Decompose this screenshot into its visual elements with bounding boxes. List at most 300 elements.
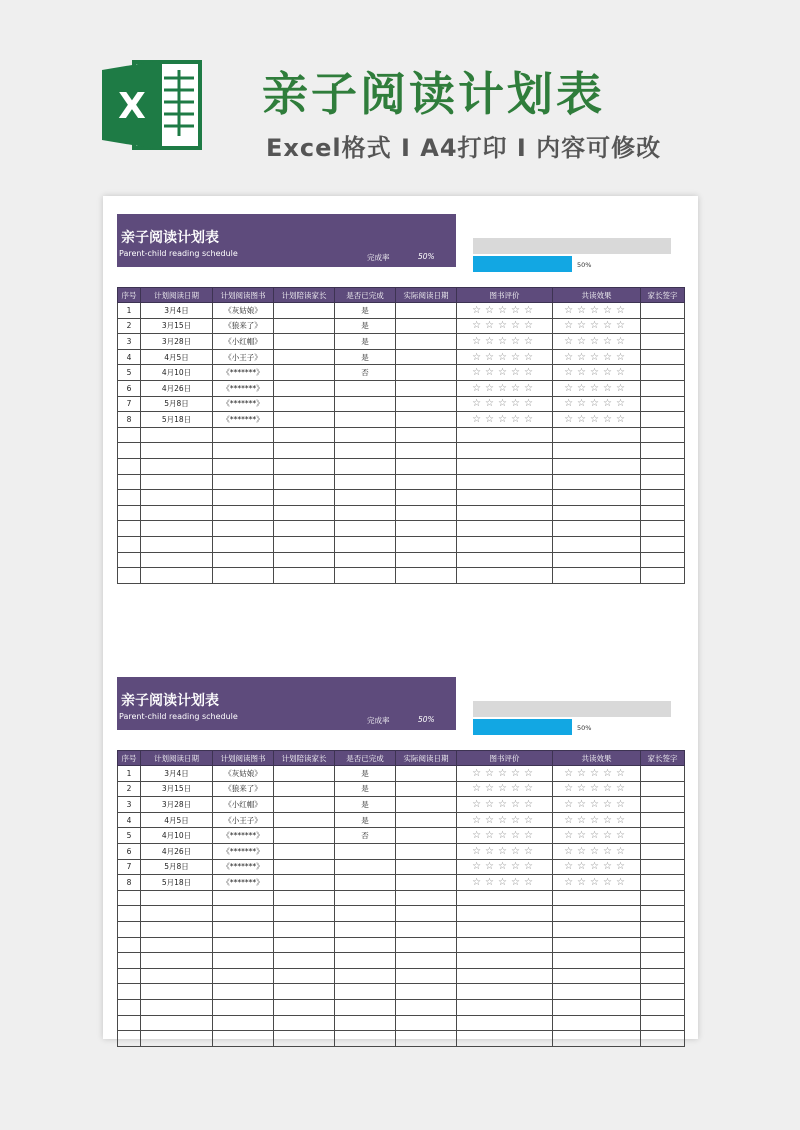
sheet-subtitle: Parent-child reading schedule xyxy=(119,249,238,258)
rating-cell xyxy=(457,766,553,782)
done-cell: 是 xyxy=(335,334,396,350)
progress-track xyxy=(473,238,671,254)
table-row xyxy=(118,380,685,396)
col-rating-cell xyxy=(457,552,553,568)
document-page xyxy=(103,196,698,1039)
star-rating-icon[interactable]: ☆☆☆☆☆ xyxy=(472,335,537,347)
plan-book-cell: 《小红帽》 xyxy=(213,334,274,350)
col-signature-cell xyxy=(641,1031,685,1047)
signature-cell xyxy=(641,766,685,782)
row-number: 7 xyxy=(118,396,141,412)
row-number: 6 xyxy=(118,843,141,859)
completion-value: 50% xyxy=(418,252,435,261)
star-rating-icon[interactable]: ☆☆☆☆☆ xyxy=(472,304,537,316)
rating-cell xyxy=(457,365,553,381)
col-plan-book-cell xyxy=(213,984,274,1000)
star-rating-icon[interactable]: ☆☆☆☆☆ xyxy=(472,798,537,810)
empty-row xyxy=(118,937,685,953)
page-title: 亲子阅读计划表 xyxy=(262,67,605,121)
star-rating-icon[interactable]: ☆☆☆☆☆ xyxy=(564,335,629,347)
col-plan-date-cell xyxy=(141,568,213,584)
col-plan-book-header: 计划阅读图书 xyxy=(213,751,274,766)
plan-book-cell: 《*******》 xyxy=(213,859,274,875)
done-cell xyxy=(335,875,396,891)
col-signature-header: 家长签字 xyxy=(641,751,685,766)
table-row xyxy=(118,859,685,875)
col-signature-cell xyxy=(641,937,685,953)
plan-date-cell: 3月4日 xyxy=(141,303,213,319)
plan-book-cell: 《*******》 xyxy=(213,875,274,891)
row-number: 2 xyxy=(118,781,141,797)
star-rating-icon[interactable]: ☆☆☆☆☆ xyxy=(472,845,537,857)
col-signature-cell xyxy=(641,474,685,490)
signature-cell xyxy=(641,812,685,828)
parent-cell xyxy=(274,412,335,428)
rating-cell xyxy=(457,812,553,828)
col-plan-book-cell xyxy=(213,921,274,937)
reading-plan-table xyxy=(117,750,685,1047)
col-no-cell xyxy=(118,1015,141,1031)
col-parent-cell xyxy=(274,505,335,521)
plan-book-cell: 《灰姑娘》 xyxy=(213,303,274,319)
row-number: 1 xyxy=(118,766,141,782)
done-cell: 是 xyxy=(335,303,396,319)
row-number: 5 xyxy=(118,365,141,381)
col-actual-date-cell xyxy=(396,427,457,443)
page-header xyxy=(0,0,800,195)
row-number: 7 xyxy=(118,859,141,875)
star-rating-icon[interactable]: ☆☆☆☆☆ xyxy=(564,830,629,842)
empty-row xyxy=(118,474,685,490)
col-actual-date-cell xyxy=(396,552,457,568)
col-plan-book-cell xyxy=(213,937,274,953)
col-effect-cell xyxy=(553,953,641,969)
table-row xyxy=(118,334,685,350)
col-plan-book-cell xyxy=(213,999,274,1015)
row-number: 2 xyxy=(118,318,141,334)
plan-date-cell: 3月4日 xyxy=(141,766,213,782)
col-signature-cell xyxy=(641,552,685,568)
col-effect-cell xyxy=(553,984,641,1000)
col-effect-cell xyxy=(553,921,641,937)
col-parent-cell xyxy=(274,953,335,969)
table-row xyxy=(118,303,685,319)
col-parent-header: 计划陪读家长 xyxy=(274,288,335,303)
col-plan-book-cell xyxy=(213,474,274,490)
effect-cell xyxy=(553,334,641,350)
parent-cell xyxy=(274,396,335,412)
actual-date-cell xyxy=(396,412,457,428)
star-rating-icon[interactable]: ☆☆☆☆☆ xyxy=(472,398,537,410)
star-rating-icon[interactable]: ☆☆☆☆☆ xyxy=(472,382,537,394)
col-no-cell xyxy=(118,953,141,969)
star-rating-icon[interactable]: ☆☆☆☆☆ xyxy=(564,398,629,410)
progress-fill xyxy=(473,256,572,272)
row-number: 4 xyxy=(118,349,141,365)
rating-cell xyxy=(457,828,553,844)
col-plan-date-cell xyxy=(141,1015,213,1031)
col-actual-date-cell xyxy=(396,536,457,552)
col-actual-date-cell xyxy=(396,968,457,984)
col-done-cell xyxy=(335,552,396,568)
col-parent-cell xyxy=(274,921,335,937)
col-no-cell xyxy=(118,921,141,937)
star-rating-icon[interactable]: ☆☆☆☆☆ xyxy=(472,351,537,363)
col-rating-cell xyxy=(457,536,553,552)
signature-cell xyxy=(641,828,685,844)
col-done-cell xyxy=(335,968,396,984)
col-plan-book-cell xyxy=(213,1015,274,1031)
actual-date-cell xyxy=(396,349,457,365)
signature-cell xyxy=(641,380,685,396)
col-plan-book-header: 计划阅读图书 xyxy=(213,288,274,303)
col-signature-cell xyxy=(641,1015,685,1031)
actual-date-cell xyxy=(396,781,457,797)
col-parent-cell xyxy=(274,521,335,537)
actual-date-cell xyxy=(396,797,457,813)
done-cell xyxy=(335,859,396,875)
plan-date-cell: 4月26日 xyxy=(141,843,213,859)
empty-row xyxy=(118,505,685,521)
parent-cell xyxy=(274,766,335,782)
col-plan-date-cell xyxy=(141,458,213,474)
signature-cell xyxy=(641,334,685,350)
star-rating-icon[interactable]: ☆☆☆☆☆ xyxy=(564,876,629,888)
col-plan-book-cell xyxy=(213,427,274,443)
col-parent-cell xyxy=(274,968,335,984)
empty-row xyxy=(118,490,685,506)
table-row xyxy=(118,365,685,381)
plan-book-cell: 《狼来了》 xyxy=(213,781,274,797)
plan-book-cell: 《狼来了》 xyxy=(213,318,274,334)
col-parent-cell xyxy=(274,568,335,584)
empty-row xyxy=(118,968,685,984)
col-plan-book-cell xyxy=(213,1031,274,1047)
col-rating-cell xyxy=(457,474,553,490)
plan-date-cell: 3月28日 xyxy=(141,797,213,813)
star-rating-icon[interactable]: ☆☆☆☆☆ xyxy=(472,413,537,425)
done-cell xyxy=(335,412,396,428)
col-plan-date-cell xyxy=(141,953,213,969)
col-effect-cell xyxy=(553,443,641,459)
col-no-header: 序号 xyxy=(118,288,141,303)
effect-cell xyxy=(553,396,641,412)
effect-cell xyxy=(553,812,641,828)
plan-date-cell: 5月18日 xyxy=(141,412,213,428)
col-effect-cell xyxy=(553,1015,641,1031)
col-plan-book-cell xyxy=(213,890,274,906)
plan-date-cell: 5月8日 xyxy=(141,396,213,412)
col-actual-date-cell xyxy=(396,443,457,459)
col-plan-book-cell xyxy=(213,458,274,474)
table-row xyxy=(118,812,685,828)
actual-date-cell xyxy=(396,334,457,350)
effect-cell xyxy=(553,318,641,334)
parent-cell xyxy=(274,781,335,797)
col-rating-cell xyxy=(457,505,553,521)
col-rating-cell xyxy=(457,458,553,474)
parent-cell xyxy=(274,365,335,381)
col-actual-date-cell xyxy=(396,953,457,969)
signature-cell xyxy=(641,303,685,319)
col-plan-date-header: 计划阅读日期 xyxy=(141,288,213,303)
signature-cell xyxy=(641,396,685,412)
col-rating-cell xyxy=(457,490,553,506)
col-plan-date-cell xyxy=(141,427,213,443)
done-cell: 否 xyxy=(335,365,396,381)
actual-date-cell xyxy=(396,365,457,381)
col-plan-date-cell xyxy=(141,552,213,568)
plan-date-cell: 3月28日 xyxy=(141,334,213,350)
actual-date-cell xyxy=(396,380,457,396)
star-rating-icon[interactable]: ☆☆☆☆☆ xyxy=(564,845,629,857)
col-plan-date-cell xyxy=(141,1031,213,1047)
sheet-banner xyxy=(117,677,456,730)
col-signature-cell xyxy=(641,443,685,459)
plan-date-cell: 4月5日 xyxy=(141,349,213,365)
parent-cell xyxy=(274,875,335,891)
done-cell: 是 xyxy=(335,797,396,813)
col-plan-date-cell xyxy=(141,536,213,552)
done-cell: 是 xyxy=(335,318,396,334)
effect-cell xyxy=(553,828,641,844)
col-parent-cell xyxy=(274,474,335,490)
table-row xyxy=(118,318,685,334)
col-no-cell xyxy=(118,458,141,474)
col-rating-cell xyxy=(457,1031,553,1047)
star-rating-icon[interactable]: ☆☆☆☆☆ xyxy=(472,830,537,842)
rating-cell xyxy=(457,781,553,797)
col-plan-book-cell xyxy=(213,536,274,552)
col-actual-date-cell xyxy=(396,1031,457,1047)
done-cell xyxy=(335,843,396,859)
col-effect-cell xyxy=(553,568,641,584)
col-parent-cell xyxy=(274,458,335,474)
col-done-cell xyxy=(335,443,396,459)
table-row xyxy=(118,349,685,365)
rating-cell xyxy=(457,303,553,319)
sheet-banner xyxy=(117,214,456,267)
row-number: 4 xyxy=(118,812,141,828)
col-actual-date-cell xyxy=(396,984,457,1000)
col-actual-date-header: 实际阅读日期 xyxy=(396,751,457,766)
col-effect-cell xyxy=(553,536,641,552)
col-parent-cell xyxy=(274,984,335,1000)
parent-cell xyxy=(274,303,335,319)
star-rating-icon[interactable]: ☆☆☆☆☆ xyxy=(564,798,629,810)
col-no-cell xyxy=(118,474,141,490)
empty-row xyxy=(118,568,685,584)
logo-letter: X xyxy=(118,86,146,127)
col-rating-header: 图书评价 xyxy=(457,751,553,766)
col-signature-cell xyxy=(641,490,685,506)
col-done-header: 是否已完成 xyxy=(335,751,396,766)
progress-track xyxy=(473,701,671,717)
rating-cell xyxy=(457,334,553,350)
table-row xyxy=(118,875,685,891)
table-row xyxy=(118,781,685,797)
star-rating-icon[interactable]: ☆☆☆☆☆ xyxy=(564,767,629,779)
col-effect-cell xyxy=(553,890,641,906)
signature-cell xyxy=(641,781,685,797)
col-effect-cell xyxy=(553,521,641,537)
table-row xyxy=(118,797,685,813)
col-parent-cell xyxy=(274,552,335,568)
star-rating-icon[interactable]: ☆☆☆☆☆ xyxy=(472,876,537,888)
col-rating-cell xyxy=(457,921,553,937)
star-rating-icon[interactable]: ☆☆☆☆☆ xyxy=(472,320,537,332)
col-actual-date-cell xyxy=(396,490,457,506)
star-rating-icon[interactable]: ☆☆☆☆☆ xyxy=(564,382,629,394)
star-rating-icon[interactable]: ☆☆☆☆☆ xyxy=(472,861,537,873)
col-plan-book-cell xyxy=(213,521,274,537)
col-rating-cell xyxy=(457,427,553,443)
col-signature-cell xyxy=(641,568,685,584)
col-actual-date-cell xyxy=(396,474,457,490)
col-no-cell xyxy=(118,568,141,584)
plan-book-cell: 《*******》 xyxy=(213,380,274,396)
effect-cell xyxy=(553,766,641,782)
actual-date-cell xyxy=(396,875,457,891)
col-effect-cell xyxy=(553,906,641,922)
table-row xyxy=(118,412,685,428)
effect-cell xyxy=(553,303,641,319)
actual-date-cell xyxy=(396,812,457,828)
row-number: 3 xyxy=(118,797,141,813)
col-signature-cell xyxy=(641,968,685,984)
col-plan-date-cell xyxy=(141,443,213,459)
star-rating-icon[interactable]: ☆☆☆☆☆ xyxy=(564,814,629,826)
plan-date-cell: 4月10日 xyxy=(141,828,213,844)
done-cell: 是 xyxy=(335,812,396,828)
row-number: 8 xyxy=(118,875,141,891)
parent-cell xyxy=(274,334,335,350)
rating-cell xyxy=(457,797,553,813)
col-signature-cell xyxy=(641,890,685,906)
col-effect-cell xyxy=(553,1031,641,1047)
progress-text: 50% xyxy=(577,261,592,269)
col-no-cell xyxy=(118,890,141,906)
col-done-cell xyxy=(335,427,396,443)
star-rating-icon[interactable]: ☆☆☆☆☆ xyxy=(472,767,537,779)
col-rating-cell xyxy=(457,1015,553,1031)
col-actual-date-cell xyxy=(396,1015,457,1031)
effect-cell xyxy=(553,797,641,813)
col-plan-date-header: 计划阅读日期 xyxy=(141,751,213,766)
col-parent-header: 计划陪读家长 xyxy=(274,751,335,766)
star-rating-icon[interactable]: ☆☆☆☆☆ xyxy=(564,783,629,795)
col-plan-book-cell xyxy=(213,552,274,568)
col-rating-cell xyxy=(457,953,553,969)
signature-cell xyxy=(641,318,685,334)
row-number: 3 xyxy=(118,334,141,350)
plan-book-cell: 《小王子》 xyxy=(213,349,274,365)
col-rating-cell xyxy=(457,999,553,1015)
reading-plan-table xyxy=(117,287,685,584)
star-rating-icon[interactable]: ☆☆☆☆☆ xyxy=(564,351,629,363)
col-parent-cell xyxy=(274,490,335,506)
star-rating-icon[interactable]: ☆☆☆☆☆ xyxy=(472,814,537,826)
actual-date-cell xyxy=(396,318,457,334)
actual-date-cell xyxy=(396,766,457,782)
col-plan-book-cell xyxy=(213,443,274,459)
effect-cell xyxy=(553,875,641,891)
star-rating-icon[interactable]: ☆☆☆☆☆ xyxy=(472,783,537,795)
col-parent-cell xyxy=(274,906,335,922)
col-signature-cell xyxy=(641,999,685,1015)
effect-cell xyxy=(553,412,641,428)
col-signature-cell xyxy=(641,953,685,969)
plan-book-cell: 《*******》 xyxy=(213,396,274,412)
actual-date-cell xyxy=(396,859,457,875)
progress-text: 50% xyxy=(577,724,592,732)
signature-cell xyxy=(641,859,685,875)
parent-cell xyxy=(274,797,335,813)
col-plan-date-cell xyxy=(141,999,213,1015)
col-parent-cell xyxy=(274,427,335,443)
table-row xyxy=(118,843,685,859)
star-rating-icon[interactable]: ☆☆☆☆☆ xyxy=(564,861,629,873)
col-actual-date-cell xyxy=(396,999,457,1015)
progress-fill xyxy=(473,719,572,735)
col-no-cell xyxy=(118,552,141,568)
col-no-cell xyxy=(118,443,141,459)
col-plan-date-cell xyxy=(141,490,213,506)
empty-row xyxy=(118,999,685,1015)
col-rating-cell xyxy=(457,890,553,906)
star-rating-icon[interactable]: ☆☆☆☆☆ xyxy=(564,304,629,316)
col-done-cell xyxy=(335,984,396,1000)
col-actual-date-cell xyxy=(396,890,457,906)
plan-book-cell: 《*******》 xyxy=(213,365,274,381)
actual-date-cell xyxy=(396,396,457,412)
col-rating-cell xyxy=(457,443,553,459)
col-effect-cell xyxy=(553,552,641,568)
star-rating-icon[interactable]: ☆☆☆☆☆ xyxy=(564,367,629,379)
col-parent-cell xyxy=(274,999,335,1015)
star-rating-icon[interactable]: ☆☆☆☆☆ xyxy=(472,367,537,379)
col-effect-header: 共读效果 xyxy=(553,288,641,303)
col-parent-cell xyxy=(274,890,335,906)
col-actual-date-cell xyxy=(396,921,457,937)
col-signature-header: 家长签字 xyxy=(641,288,685,303)
col-plan-date-cell xyxy=(141,906,213,922)
col-signature-cell xyxy=(641,505,685,521)
plan-book-cell: 《*******》 xyxy=(213,412,274,428)
done-cell xyxy=(335,396,396,412)
col-signature-cell xyxy=(641,521,685,537)
empty-row xyxy=(118,953,685,969)
signature-cell xyxy=(641,843,685,859)
plan-date-cell: 4月26日 xyxy=(141,380,213,396)
plan-book-cell: 《小红帽》 xyxy=(213,797,274,813)
effect-cell xyxy=(553,380,641,396)
star-rating-icon[interactable]: ☆☆☆☆☆ xyxy=(564,413,629,425)
rating-cell xyxy=(457,380,553,396)
empty-row xyxy=(118,536,685,552)
col-no-cell xyxy=(118,968,141,984)
parent-cell xyxy=(274,828,335,844)
col-plan-date-cell xyxy=(141,968,213,984)
col-signature-cell xyxy=(641,458,685,474)
col-rating-cell xyxy=(457,984,553,1000)
col-plan-book-cell xyxy=(213,568,274,584)
rating-cell xyxy=(457,843,553,859)
star-rating-icon[interactable]: ☆☆☆☆☆ xyxy=(564,320,629,332)
col-plan-date-cell xyxy=(141,921,213,937)
col-done-cell xyxy=(335,474,396,490)
col-plan-date-cell xyxy=(141,984,213,1000)
